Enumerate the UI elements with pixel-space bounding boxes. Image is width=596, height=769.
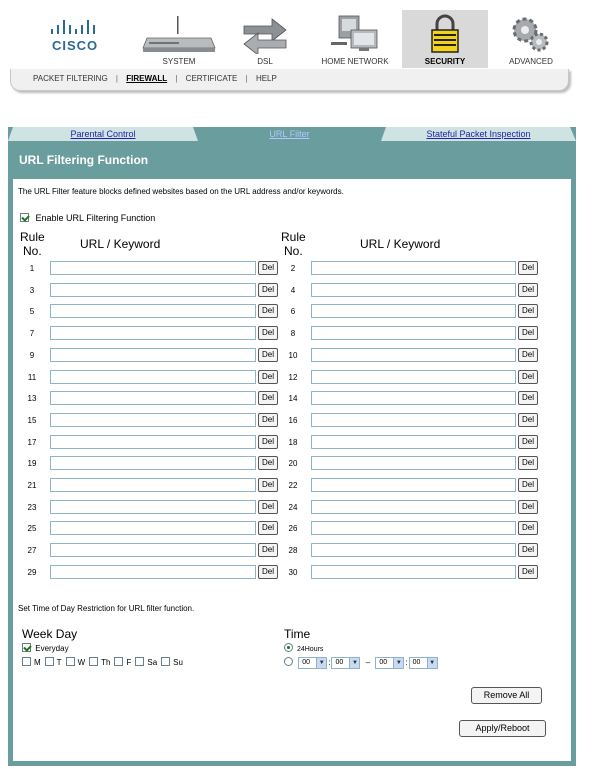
url-keyword-header-left: URL / Keyword <box>80 237 161 251</box>
delete-rule-button[interactable]: Del <box>258 326 278 340</box>
url-keyword-input[interactable] <box>311 283 516 297</box>
subnav-separator: | <box>245 74 248 83</box>
url-keyword-input[interactable] <box>50 304 256 318</box>
nav-label-advanced: ADVANCED <box>509 57 553 66</box>
nav-tab-system[interactable] <box>136 10 222 68</box>
time-24hours-label: 24Hours <box>296 646 324 653</box>
nav-label-security: SECURITY <box>424 57 466 66</box>
rule-number: 30 <box>288 567 298 577</box>
rule-number: 29 <box>27 567 37 577</box>
delete-rule-button[interactable]: Del <box>258 521 278 535</box>
sub-nav <box>10 69 569 91</box>
weekday-label: Sa <box>147 658 158 667</box>
url-keyword-input[interactable] <box>50 456 256 470</box>
weekday-checkbox[interactable] <box>22 657 31 666</box>
rule-header-line2: No. <box>23 244 42 258</box>
rule-number: 7 <box>29 329 35 339</box>
rule-no-header-left <box>20 230 45 258</box>
url-keyword-input[interactable] <box>50 261 256 275</box>
router-icon <box>141 14 217 54</box>
rule-number: 17 <box>27 437 37 447</box>
delete-rule-button[interactable]: Del <box>518 304 538 318</box>
start-hour-value: 00 <box>302 659 311 666</box>
delete-rule-button[interactable]: Del <box>258 435 278 449</box>
weekday-checkbox[interactable] <box>66 657 75 666</box>
weekday-option[interactable] <box>66 657 86 667</box>
delete-rule-button[interactable]: Del <box>518 435 538 449</box>
url-keyword-input[interactable] <box>50 413 256 427</box>
rule-number: 24 <box>288 502 298 512</box>
url-keyword-input[interactable] <box>50 348 256 362</box>
chevron-down-icon: ▼ <box>393 658 403 668</box>
url-keyword-input[interactable] <box>311 304 516 318</box>
rule-number: 13 <box>27 394 37 404</box>
everyday-option[interactable] <box>22 643 69 653</box>
delete-rule-button[interactable]: Del <box>518 391 538 405</box>
weekday-label: M <box>34 658 41 667</box>
url-keyword-input[interactable] <box>50 500 256 514</box>
weekday-option[interactable] <box>89 657 110 667</box>
delete-rule-button[interactable]: Del <box>258 348 278 362</box>
week-day-title: Week Day <box>22 627 78 641</box>
delete-rule-button[interactable]: Del <box>518 478 538 492</box>
header <box>0 0 596 70</box>
delete-rule-button[interactable]: Del <box>518 456 538 470</box>
delete-rule-button[interactable]: Del <box>258 543 278 557</box>
time-colon: : <box>328 658 331 668</box>
weekday-checkbox[interactable] <box>161 657 170 666</box>
delete-rule-button[interactable]: Del <box>258 565 278 579</box>
rule-number: 14 <box>288 394 298 404</box>
chevron-down-icon: ▼ <box>427 658 437 668</box>
weekday-option[interactable] <box>22 657 41 667</box>
everyday-label: Everyday <box>35 644 69 653</box>
nav-tab-dsl[interactable] <box>222 10 308 68</box>
rule-number: 10 <box>288 350 298 360</box>
swap-arrows-icon <box>240 14 290 54</box>
subnav-separator: | <box>175 74 178 83</box>
nav-label-system: SYSTEM <box>162 57 196 66</box>
weekday-checkbox[interactable] <box>89 657 98 666</box>
rule-number: 20 <box>288 459 298 469</box>
tab-spi-link[interactable]: Stateful Packet Inspection <box>426 129 531 139</box>
tab-parental-control[interactable] <box>8 127 198 141</box>
rule-number: 21 <box>27 481 37 490</box>
network-computers-icon <box>325 14 385 54</box>
weekday-option[interactable] <box>114 657 131 667</box>
url-keyword-header-right: URL / Keyword <box>360 237 441 251</box>
url-keyword-input[interactable] <box>311 543 516 557</box>
rule-number: 8 <box>290 329 296 339</box>
rule-no-header-right <box>281 230 306 258</box>
weekday-label: F <box>126 658 132 667</box>
weekday-label: T <box>56 658 62 667</box>
end-hour-select[interactable] <box>375 657 404 669</box>
rule-number: 2 <box>290 264 296 273</box>
rule-number: 25 <box>27 524 37 534</box>
enable-url-filtering-label: Enable URL Filtering Function <box>35 213 156 223</box>
url-keyword-input[interactable] <box>311 326 516 340</box>
delete-rule-button[interactable]: Del <box>518 283 538 297</box>
start-minute-value: 00 <box>335 659 344 666</box>
rule-number: 4 <box>290 285 296 295</box>
url-keyword-input[interactable] <box>311 435 516 449</box>
delete-rule-button[interactable]: Del <box>258 370 278 384</box>
chevron-down-icon: ▼ <box>316 658 326 668</box>
url-keyword-input[interactable] <box>311 500 516 514</box>
url-keyword-input[interactable] <box>50 565 256 579</box>
end-hour-value: 00 <box>379 659 388 666</box>
url-keyword-input[interactable] <box>311 391 516 405</box>
time-title: Time <box>284 627 311 641</box>
end-minute-value: 00 <box>412 659 421 666</box>
url-keyword-input[interactable] <box>50 478 256 492</box>
url-keyword-input[interactable] <box>311 456 516 470</box>
rule-number: 15 <box>27 415 37 425</box>
time-colon: : <box>405 658 408 668</box>
url-keyword-input[interactable] <box>311 478 516 492</box>
gears-icon <box>509 14 553 54</box>
delete-rule-button[interactable]: Del <box>518 370 538 384</box>
tab-stateful-packet-inspection[interactable] <box>381 127 576 141</box>
rule-number: 28 <box>288 546 298 556</box>
url-keyword-input[interactable] <box>311 521 516 535</box>
time-24hours-radio[interactable] <box>284 643 293 652</box>
weekday-label: Th <box>101 658 111 667</box>
url-keyword-input[interactable] <box>50 326 256 340</box>
time-range-radio[interactable] <box>284 657 293 666</box>
url-keyword-input[interactable] <box>311 413 516 427</box>
panel-content <box>13 179 571 761</box>
delete-rule-button[interactable]: Del <box>258 261 278 275</box>
rule-number: 3 <box>29 285 35 295</box>
rule-number: 22 <box>288 481 298 490</box>
rule-header-line1: Rule <box>20 230 45 244</box>
delete-rule-button[interactable]: Del <box>258 304 278 318</box>
weekday-option[interactable] <box>135 657 157 667</box>
url-keyword-input[interactable] <box>50 521 256 535</box>
url-keyword-input[interactable] <box>311 565 516 579</box>
rule-number: 19 <box>27 459 37 469</box>
end-minute-select[interactable] <box>409 657 438 669</box>
rule-number: 1 <box>29 264 35 273</box>
delete-rule-button[interactable]: Del <box>518 413 538 427</box>
delete-rule-button[interactable]: Del <box>518 348 538 362</box>
subnav-help[interactable]: HELP <box>255 74 277 83</box>
weekday-option[interactable] <box>161 657 183 667</box>
delete-rule-button[interactable]: Del <box>258 500 278 514</box>
logo-text: CISCO <box>52 38 99 53</box>
subnav-firewall[interactable]: FIREWALL <box>126 74 168 83</box>
url-filter-panel <box>8 127 576 766</box>
url-keyword-input[interactable] <box>311 348 516 362</box>
weekday-option[interactable] <box>45 657 62 667</box>
subnav-packet-filtering[interactable]: PACKET FILTERING <box>33 74 108 83</box>
description-text: The URL Filter feature blocks defined websites based on the URL address and/or keywords. <box>18 187 344 196</box>
apply-reboot-button[interactable]: Apply/Reboot <box>459 720 546 737</box>
nav-label-dsl: DSL <box>257 57 273 66</box>
time-range-row <box>284 657 438 669</box>
rule-number: 16 <box>288 415 298 425</box>
subnav-certificate[interactable]: CERTIFICATE <box>185 74 238 83</box>
nav-tab-security[interactable] <box>402 10 488 68</box>
weekday-checkbox[interactable] <box>135 657 144 666</box>
time-24hours-option[interactable] <box>284 643 323 653</box>
rule-number: 26 <box>288 524 298 534</box>
rule-number: 23 <box>27 502 37 512</box>
delete-rule-button[interactable]: Del <box>518 521 538 535</box>
delete-rule-button[interactable]: Del <box>258 478 278 492</box>
cisco-logo <box>50 20 100 54</box>
url-keyword-input[interactable] <box>311 370 516 384</box>
everyday-checkbox[interactable] <box>22 643 31 652</box>
enable-url-filtering[interactable] <box>20 213 155 223</box>
rule-number: 11 <box>27 372 37 382</box>
start-minute-select[interactable] <box>331 657 360 669</box>
delete-rule-button[interactable]: Del <box>518 565 538 579</box>
url-keyword-input[interactable] <box>50 435 256 449</box>
url-keyword-input[interactable] <box>50 283 256 297</box>
rule-number: 6 <box>290 307 296 317</box>
padlock-icon <box>425 14 465 54</box>
panel-tabs <box>8 127 576 141</box>
delete-rule-button[interactable]: Del <box>258 283 278 297</box>
delete-rule-button[interactable]: Del <box>258 456 278 470</box>
week-days <box>22 657 187 667</box>
nav-tab-home-network[interactable] <box>312 10 398 68</box>
tab-url-filter[interactable] <box>198 127 381 141</box>
rule-number: 12 <box>288 372 298 382</box>
rule-number: 18 <box>288 437 298 447</box>
chevron-down-icon: ▼ <box>349 658 359 668</box>
weekday-checkbox[interactable] <box>114 657 123 666</box>
rule-number: 5 <box>29 307 35 317</box>
rule-number: 9 <box>29 350 35 360</box>
url-keyword-input[interactable] <box>50 543 256 557</box>
time-of-day-label: Set Time of Day Restriction for URL filter function. <box>18 604 195 613</box>
delete-rule-button[interactable]: Del <box>258 391 278 405</box>
delete-rule-button[interactable]: Del <box>258 413 278 427</box>
url-keyword-input[interactable] <box>50 370 256 384</box>
start-hour-select[interactable] <box>298 657 327 669</box>
subnav-separator: | <box>115 74 118 83</box>
nav-tab-advanced[interactable] <box>488 10 574 68</box>
weekday-label: W <box>77 658 86 667</box>
tab-url-filter-link[interactable]: URL Filter <box>269 129 310 139</box>
weekday-label: Su <box>173 658 183 667</box>
delete-rule-button[interactable]: Del <box>518 500 538 514</box>
rule-number: 27 <box>27 546 37 556</box>
nav-label-home-network: HOME NETWORK <box>321 57 389 66</box>
weekday-checkbox[interactable] <box>45 657 54 666</box>
remove-all-button[interactable]: Remove All <box>471 687 542 704</box>
delete-rule-button[interactable]: Del <box>518 261 538 275</box>
delete-rule-button[interactable]: Del <box>518 543 538 557</box>
time-range-dash: – <box>365 658 371 668</box>
delete-rule-button[interactable]: Del <box>518 326 538 340</box>
tab-parental-control-link[interactable]: Parental Control <box>70 129 136 139</box>
rule-header-line1: Rule <box>281 230 306 244</box>
url-keyword-input[interactable] <box>50 391 256 405</box>
panel-title: URL Filtering Function <box>19 153 149 167</box>
enable-url-filtering-checkbox[interactable] <box>20 213 29 222</box>
url-keyword-input[interactable] <box>311 261 516 275</box>
rule-header-line2: No. <box>284 244 303 258</box>
